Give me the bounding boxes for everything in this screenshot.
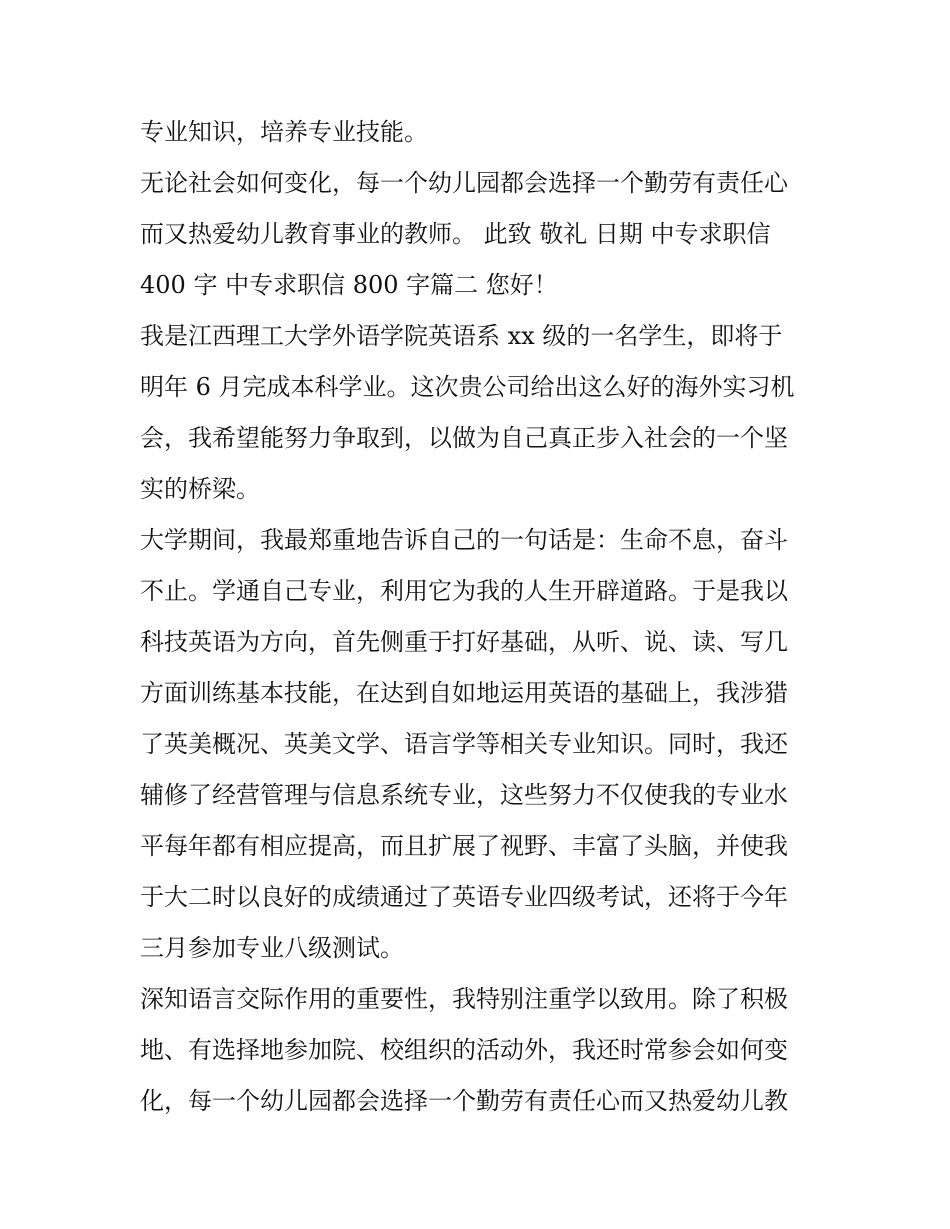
text-line: 无论社会如何变化，每一个幼儿园都会选择一个勤劳有责任心	[140, 169, 788, 197]
text-line: 化，每一个幼儿园都会选择一个勤劳有责任心而又热爱幼儿教	[140, 1087, 788, 1115]
text-line: 科技英语为方向，首先侧重于打好基础，从听、说、读、写几	[140, 628, 788, 656]
text-line: 实的桥梁。	[140, 475, 260, 503]
text-line: 三月参加专业八级测试。	[140, 934, 404, 962]
text-line: 地、有选择地参加院、校组织的活动外，我还时常参会如何变	[140, 1036, 788, 1064]
document-body	[140, 107, 820, 1127]
text-line: 方面训练基本技能，在达到自如地运用英语的基础上，我涉猎	[140, 679, 788, 707]
text-line: 深知语言交际作用的重要性，我特别注重学以致用。除了积极	[140, 985, 788, 1013]
text-line: 了英美概况、英美文学、语言学等相关专业知识。同时，我还	[140, 730, 788, 758]
text-line: 大学期间，我最郑重地告诉自己的一句话是：生命不息，奋斗	[140, 526, 788, 554]
text-line: 平每年都有相应提高，而且扩展了视野、丰富了头脑，并使我	[140, 832, 788, 860]
text-line: 400 字 中专求职信 800 字篇二 您好！	[140, 271, 558, 299]
text-line: 辅修了经营管理与信息系统专业，这些努力不仅使我的专业水	[140, 781, 788, 809]
text-line: 我是江西理工大学外语学院英语系 xx 级的一名学生，即将于	[140, 322, 783, 350]
text-line: 会，我希望能努力争取到，以做为自己真正步入社会的一个坚	[140, 424, 788, 452]
text-line: 专业知识，培养专业技能。	[140, 118, 428, 146]
text-line: 不止。学通自己专业，利用它为我的人生开辟道路。于是我以	[140, 577, 788, 605]
text-line: 而又热爱幼儿教育事业的教师。 此致 敬礼 日期 中专求职信	[140, 220, 771, 248]
text-line: 于大二时以良好的成绩通过了英语专业四级考试，还将于今年	[140, 883, 788, 911]
text-line: 明年 6 月完成本科学业。这次贵公司给出这么好的海外实习机	[140, 373, 795, 401]
